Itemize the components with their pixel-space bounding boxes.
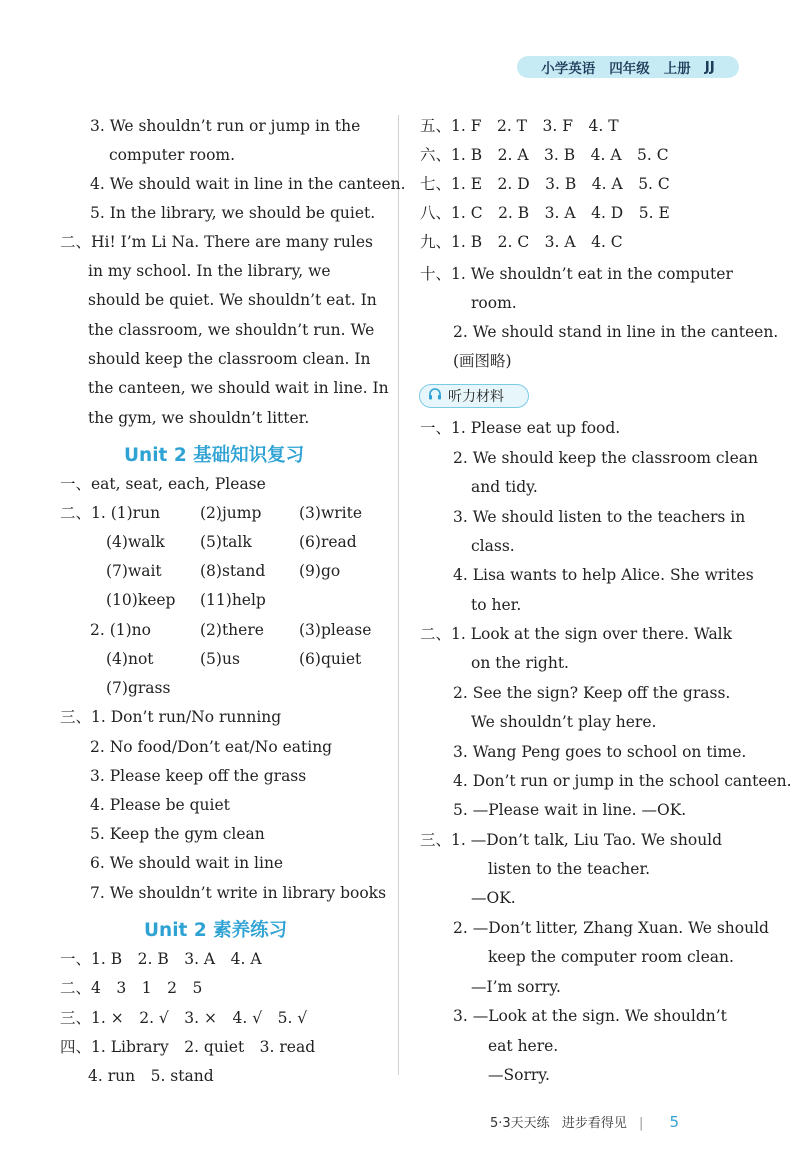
answer-line: (3)please — [299, 621, 372, 639]
footer-slogan: 进步看得见 — [561, 1116, 627, 1131]
listening-material-badge — [419, 384, 529, 408]
transcript-line: class. — [471, 537, 515, 555]
answer-line: 十、1. We shouldn’t eat in the computer — [420, 265, 733, 283]
transcript-line: keep the computer room clean. — [488, 948, 734, 966]
page-number: 5 — [669, 1113, 680, 1131]
answer-line: room. — [471, 294, 517, 312]
footer-brand: 5·3天天练 — [490, 1116, 550, 1131]
header-grade: 四年级 — [609, 61, 650, 77]
answer-line: 5. In the library, we should be quiet. — [90, 204, 376, 222]
answer-line: the canteen, we should wait in line. In — [88, 379, 389, 397]
answer-line: 5. Keep the gym clean — [90, 825, 265, 843]
answer-line: 2. (1)no — [90, 621, 151, 639]
answer-line: 五、1. F 2. T 3. F 4. T — [420, 117, 619, 135]
transcript-line: listen to the teacher. — [488, 860, 651, 878]
answer-line: (2)jump — [200, 504, 262, 522]
answer-line: (2)there — [200, 621, 264, 639]
answer-line: 二、Hi! I’m Li Na. There are many rules — [60, 233, 373, 251]
answer-line: (6)read — [299, 533, 357, 551]
answer-line: 二、1. (1)run — [60, 504, 161, 522]
answer-line: 七、1. E 2. D 3. B 4. A 5. C — [420, 175, 670, 193]
header-subject: 小学英语 — [541, 61, 596, 77]
answer-line: 三、1. × 2. √ 3. × 4. √ 5. √ — [60, 1009, 308, 1027]
answer-line: (4)not — [106, 650, 154, 668]
answer-line: (7)grass — [106, 679, 171, 697]
answer-line: (8)stand — [200, 562, 266, 580]
answer-line: (9)go — [299, 562, 341, 580]
answer-line: 二、4 3 1 2 5 — [60, 979, 203, 997]
answer-line: the gym, we shouldn’t litter. — [88, 409, 310, 427]
answer-line: 六、1. B 2. A 3. B 4. A 5. C — [420, 146, 669, 164]
answer-line: 一、eat, seat, each, Please — [60, 475, 266, 493]
transcript-line: 三、1. —Don’t talk, Liu Tao. We should — [420, 831, 723, 849]
answer-line: 2. We should stand in line in the canteen. — [453, 323, 779, 341]
transcript-line: 2. —Don’t litter, Zhang Xuan. We should — [453, 919, 769, 937]
transcript-line: eat here. — [488, 1037, 559, 1055]
answer-line: 4. run 5. stand — [88, 1067, 214, 1085]
answer-line: (3)write — [299, 504, 362, 522]
answer-line: 四、1. Library 2. quiet 3. read — [60, 1038, 316, 1056]
column-divider — [398, 115, 399, 1075]
transcript-line: —I’m sorry. — [471, 978, 561, 996]
answer-line: (画图略) — [453, 352, 512, 370]
answer-line: 4. We should wait in line in the canteen. — [90, 175, 406, 193]
answer-line: (5)talk — [200, 533, 252, 551]
answer-line: (6)quiet — [299, 650, 362, 668]
headphones-icon — [428, 387, 442, 405]
page-footer — [490, 1112, 679, 1131]
transcript-line: —OK. — [471, 889, 516, 907]
transcript-line: —Sorry. — [488, 1066, 550, 1084]
transcript-line: 5. —Please wait in line. —OK. — [453, 801, 687, 819]
answer-line: (7)wait — [106, 562, 162, 580]
answer-line: 九、1. B 2. C 3. A 4. C — [420, 233, 623, 251]
answer-line: (4)walk — [106, 533, 165, 551]
transcript-line: 3. —Look at the sign. We shouldn’t — [453, 1007, 727, 1025]
header-edition: JJ — [704, 59, 715, 75]
transcript-line: on the right. — [471, 654, 569, 672]
answer-line: (10)keep — [106, 591, 176, 609]
answer-line: 三、1. Don’t run/No running — [60, 708, 282, 726]
transcript-line: 2. We should keep the classroom clean — [453, 449, 758, 467]
transcript-line: 3. We should listen to the teachers in — [453, 508, 746, 526]
section-title-practice: Unit 2 素养练习 — [144, 920, 288, 941]
transcript-line: 一、1. Please eat up food. — [420, 419, 621, 437]
badge-label: 听力材料 — [448, 389, 504, 405]
transcript-line: 4. Lisa wants to help Alice. She writes — [453, 566, 754, 584]
answer-line: (5)us — [200, 650, 240, 668]
answer-line: 八、1. C 2. B 3. A 4. D 5. E — [420, 204, 670, 222]
answer-line: in my school. In the library, we — [88, 262, 331, 280]
section-title-review: Unit 2 基础知识复习 — [124, 445, 305, 466]
transcript-line: 二、1. Look at the sign over there. Walk — [420, 625, 733, 643]
answer-line: (11)help — [200, 591, 266, 609]
transcript-line: to her. — [471, 596, 522, 614]
transcript-line: We shouldn’t play here. — [471, 713, 657, 731]
transcript-line: and tidy. — [471, 478, 538, 496]
answer-line: 3. Please keep off the grass — [90, 767, 307, 785]
transcript-line: 4. Don’t run or jump in the school canteen. — [453, 772, 792, 790]
answer-line: 一、1. B 2. B 3. A 4. A — [60, 950, 262, 968]
answer-line: 2. No food/Don’t eat/No eating — [90, 738, 333, 756]
transcript-line: 2. See the sign? Keep off the grass. — [453, 684, 731, 702]
transcript-line: 3. Wang Peng goes to school on time. — [453, 743, 747, 761]
answer-line: should be quiet. We shouldn’t eat. In — [88, 291, 377, 309]
footer-separator: | — [638, 1116, 644, 1131]
answer-line: the classroom, we shouldn’t run. We — [88, 321, 375, 339]
answer-line: 3. We shouldn’t run or jump in the — [90, 117, 361, 135]
answer-line: 7. We shouldn’t write in library books — [90, 884, 387, 902]
book-header — [517, 56, 739, 78]
answer-line: should keep the classroom clean. In — [88, 350, 371, 368]
answer-line: 4. Please be quiet — [90, 796, 230, 814]
header-volume: 上册 — [663, 61, 691, 77]
answer-line: 6. We should wait in line — [90, 854, 284, 872]
answer-line: computer room. — [109, 146, 236, 164]
